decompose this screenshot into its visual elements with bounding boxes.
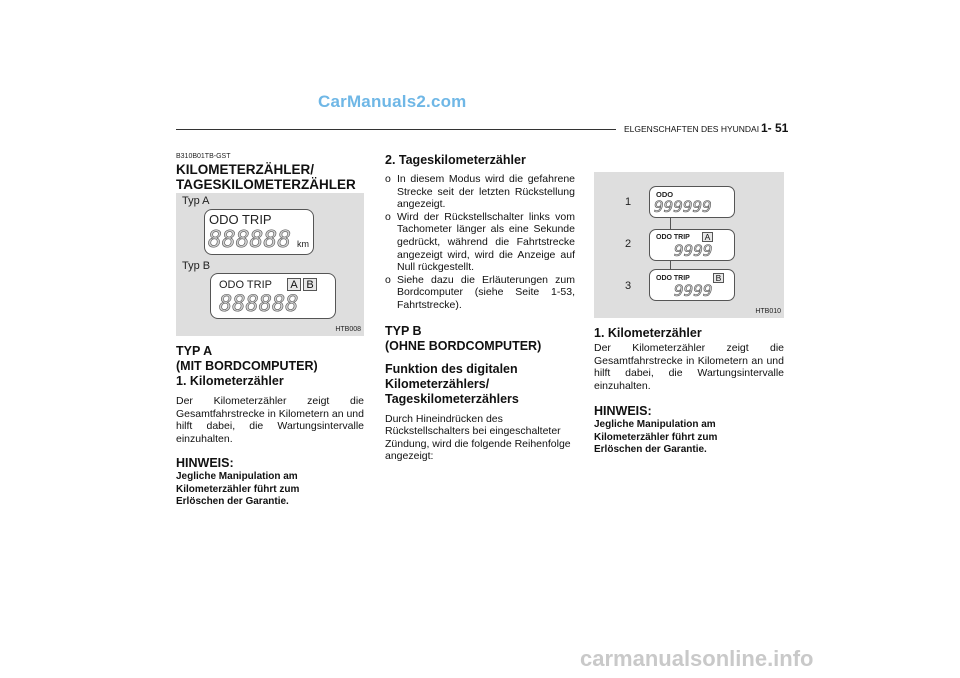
bullet-mark: o [385,210,391,223]
funktion-body: Durch Hineindrücken des Rückstellschalters bei eingeschalteter Zündung, wird die folgende Reihenfolge angezeigt: [385,412,571,463]
lcd-b-trip-b-box: B [303,278,317,291]
bullet-item [385,173,575,211]
typ-a-label: Typ A [182,195,210,207]
lcd-b-digits: 888888 [219,292,299,317]
lcd-b-odo-trip-label: ODO TRIP [219,279,272,291]
hinweis-line3: Erlöschen der Garantie. [594,443,707,455]
bullet-text: Siehe dazu die Erläuterungen zum Bordcomputer (siehe Seite 1-53, Fahrtstrecke). [397,273,575,311]
subheading-kilometerzaehler: 1. Kilometerzähler [594,326,702,340]
lcd-typ-b [210,273,336,319]
section-title-line1: KILOMETERZÄHLER/ [176,162,314,177]
section-code: B310B01TB-GST [176,153,231,160]
bullet-mark: o [385,173,391,185]
left-column-text [176,344,364,508]
lcd-sequence-2-trip-a [649,229,735,261]
page-number: 1- 51 [761,121,789,135]
hinweis-line3: Erlöschen der Garantie. [176,495,289,507]
lcd-3-digits: 9999 [674,281,713,300]
lcd-sequence-1-odo [649,186,735,218]
right-column-text [594,326,784,456]
typ-a-heading-line2: (MIT BORDCOMPUTER) [176,359,318,373]
sequence-number-3: 3 [625,280,632,292]
lcd-2-digits: 9999 [674,241,713,260]
hinweis-line1: Jegliche Manipulation am [176,471,298,483]
funktion-heading-line1: Funktion des digitalen [385,361,518,376]
header-section-title: ELGENSCHAFTEN DES HYUNDAI [624,124,760,134]
funktion-heading-line2: Kilometerzählers/ [385,376,490,391]
lcd-a-km-unit: km [297,239,309,249]
bullet-list [385,173,575,312]
body-kilometerzaehler: Der Kilometerzähler zeigt die Gesamtfahrstrecke in Kilometern an und hilft dabei, die Wartungsintervalle einzuhalten. [176,395,364,445]
subheading-kilometerzaehler: 1. Kilometerzähler [176,374,284,388]
hinweis-line2: Kilometerzähler führt zum [176,483,300,495]
bullet-text: In diesem Modus wird die gefahrene Strecke seit der letzten Rückstellung angezeigt. [397,173,575,211]
tageskilometer-heading: 2. Tageskilometerzähler [385,153,526,167]
hinweis-line1: Jegliche Manipulation am [594,419,716,431]
lcd-b-trip-a-box: A [287,278,301,291]
body-kilometerzaehler: Der Kilometerzähler zeigt die Gesamtfahrstrecke in Kilometern an und hilft dabei, die Wartungsintervalle einzuhalten. [594,342,784,392]
lcd-3-odo-trip-label: ODO TRIP [656,275,690,282]
watermark-carmanuals2[interactable]: CarManuals2.com [318,92,467,111]
lcd-1-digits: 999999 [654,197,712,216]
hinweis-line2: Kilometerzähler führt zum [594,431,718,443]
sequence-number-1: 1 [625,196,632,208]
hinweis-heading: HINWEIS: [176,456,234,471]
typ-b-label: Typ B [182,260,211,272]
section-title-line2: TAGESKILOMETERZÄHLER [176,177,356,192]
lcd-3-trip-b-box: B [713,273,724,283]
typ-a-heading-line1: TYP A [176,344,213,358]
bullet-text: Wird der Rückstellschalter links vom Tachometer länger als eine Sekunde gedrückt, während die Fahrtstrecke angezeigt wird, wird die Anzeige auf Null rückgestellt. [397,210,575,274]
left-column [176,153,364,192]
bullet-item [385,274,575,312]
bullet-item [385,211,575,274]
funktion-heading-line3: Tageskilometerzählers [385,391,519,406]
lcd-a-digits: 888888 [208,227,292,253]
lcd-2-trip-a-box: A [702,232,713,242]
lcd-sequence-3-trip-b [649,269,735,301]
sequence-number-2: 2 [625,238,632,250]
middle-column [385,153,575,463]
bullet-mark: o [385,273,391,286]
lcd-typ-a [204,209,314,255]
hinweis-heading: HINWEIS: [594,404,652,419]
typ-b-heading-line2: (OHNE BORDCOMPUTER) [385,338,542,353]
watermark-carmanualsonline[interactable]: carmanualsonline.info [580,646,814,671]
figure-code-htb008: HTB008 [335,326,361,333]
figure-code-htb010: HTB010 [755,308,781,315]
lcd-2-odo-trip-label: ODO TRIP [656,234,690,241]
figure-display-sequence [594,172,784,318]
lcd-1-odo-label: ODO [656,190,674,199]
header-rule-left [176,129,616,130]
lcd-a-odo-trip-label: ODO TRIP [209,212,272,227]
figure-odometer-types [176,193,364,336]
typ-b-heading-line1: TYP B [385,323,422,338]
